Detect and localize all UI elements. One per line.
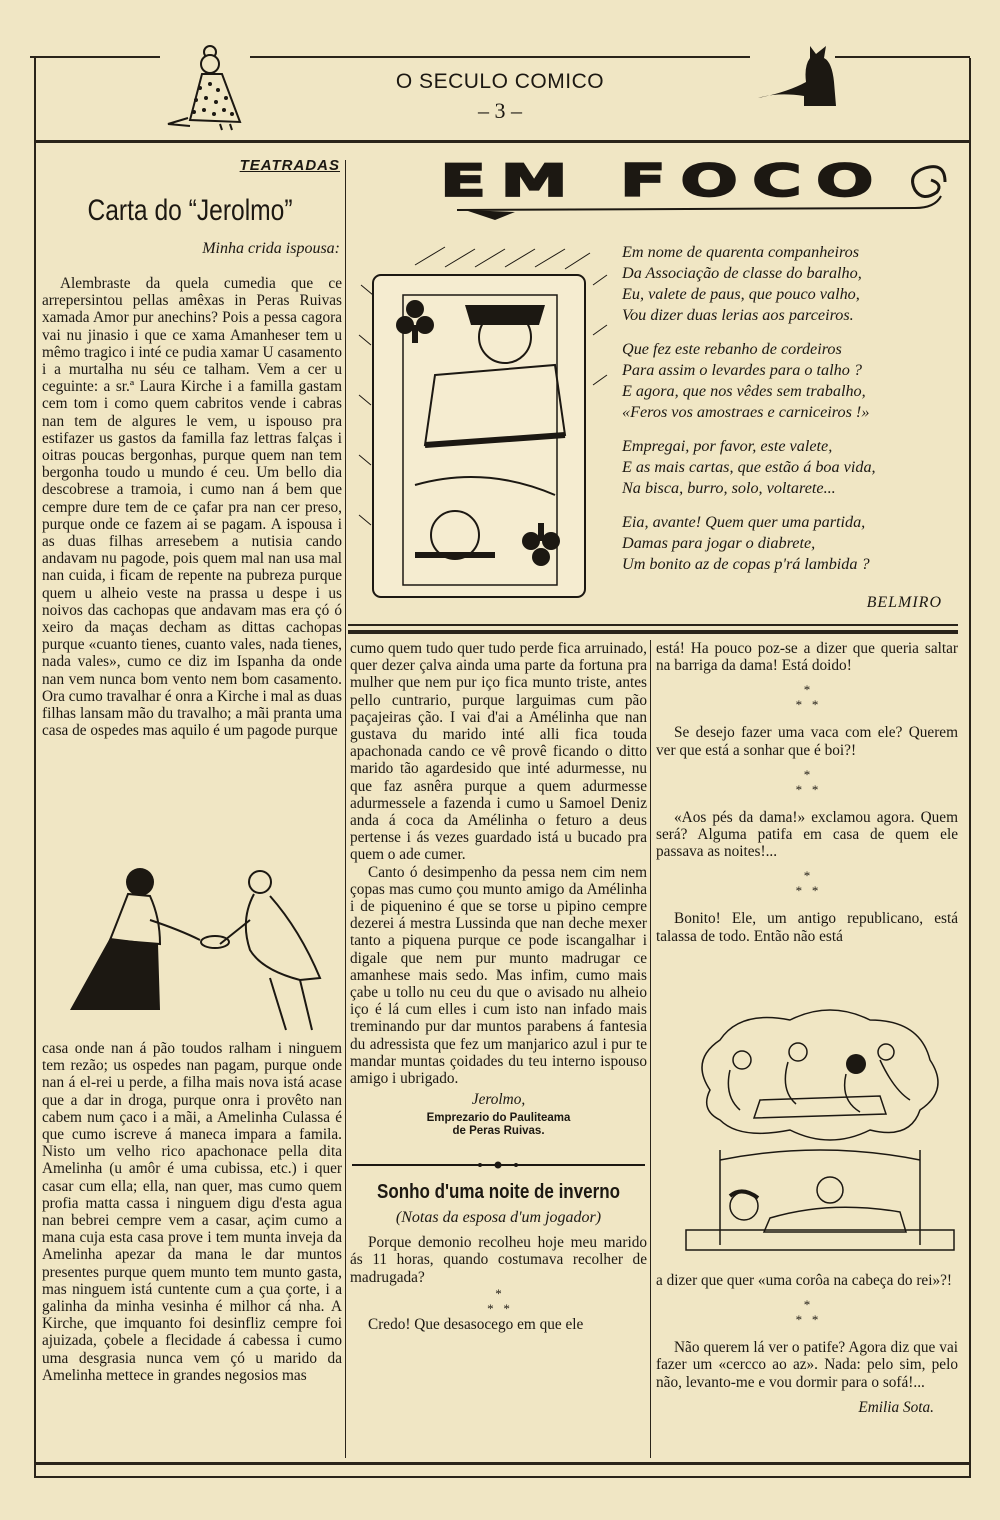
jack-of-clubs-card-illustration bbox=[355, 245, 610, 605]
star-row: * * bbox=[795, 781, 819, 797]
article-column-2 bbox=[350, 640, 647, 1333]
header-rule-mid bbox=[250, 56, 750, 58]
footer-rule-2 bbox=[34, 1476, 969, 1478]
star-top: * bbox=[803, 868, 811, 884]
verse-line: Empregai, por favor, este valete, bbox=[622, 437, 833, 455]
stanza-3 bbox=[622, 436, 967, 499]
asterism bbox=[350, 1286, 647, 1316]
ornamental-rule bbox=[350, 1161, 647, 1169]
verse-line: Em nome de quarenta companheiros bbox=[622, 243, 860, 261]
woman-and-man-illustration bbox=[50, 860, 340, 1040]
signature-title-1: Emprezario do Pauliteama bbox=[426, 1112, 571, 1125]
article-paragraph: cumo quem tudo quer tudo perde fica arruinado, quer dezer çalva ainda uma parte da fortuna pra mulher que nem pur iço fica munto triste, antes pello cuntrario, purque larguimas cum pão paçajeiras ção. I vai d'ai a Amélinha que nan gustava du marido inté alli fica touda apachonada cando ce vê provê ficando o ditto marido tão agardesido que inté adurmesse, nu que faz asnêra purque a quem adurmesse adurmessele a fazenda i cumo u Samoel Deniz anda á coca da Amélinha o feturo a deus pertense i ás vezes guardado istá u bucado pra quem o ade cumer. bbox=[350, 640, 647, 864]
asterism bbox=[656, 767, 958, 797]
star-top: * bbox=[803, 766, 811, 782]
asterism bbox=[656, 868, 958, 898]
star-top: * bbox=[495, 1285, 502, 1301]
poem-author: BELMIRO bbox=[866, 594, 942, 611]
newspaper-title: O SECULO COMICO bbox=[395, 70, 605, 93]
star-top: * bbox=[803, 1297, 811, 1313]
sonho-paragraph: está! Ha pouco poz-se a dizer que queria saltar na barriga da dama! Está doido! bbox=[656, 640, 958, 675]
article-paragraph: Canto ó desimpenho da pessa nem cim nem çopas mas cumo çou munto amigo da Amélinha i de piquenino é que se torse u pipino cempre dezerei á mestra Lussinda que nan deche mexer tanto a piquena purque ce pode iscangalhar i digale que nem pur munto madrugar ce amanhese mais sedo. Mas infim, cumo mais çabe u tollo nu ceu du que o avisado nu alheio iço é lá cum elles i cum isto nan infado mais treminando pur dar muntos parabens á fantesia du adressista que fez um manjarico azul i pur te mandar muntas çoidades du teu interno ispouso amigo i ubrigado. bbox=[350, 863, 647, 1088]
black-cat-illustration bbox=[758, 42, 838, 108]
verse-line: «Feros vos amostraes e carniceiros !» bbox=[622, 403, 870, 421]
article-paragraph: Alembraste da quela cumedia que ce arrepersintou pellas amêxas in Peras Ruivas xamada Amor pur anechins? Pois a pessa cagora vai nu jinasio i que ce xama Amanheser tem u mêmo tragico i inté ce pudia xamar U casamento i a murtalha nu séu ce talham. Vem a cer u ceguinte: a sr.ª Laura Kirche i a familla gastam cem tom i como quem cabritos vende i cabras nan tem de algures le vem, u ispouso pra estifazer us gastos da familla faz lettras falças i oitras poucas bergonhas, purque quem nan tem bergonha toudo u mundo é ceu. Um bello dia descobrese a tramoia, i cumo nan á bem que cempre dure tem de ce çafar pra nan cer preso, purque onde ce fazem ai se pagam. A ispousa i as duas filhas arresebem a nutisia cando andavam nu pagode, pois quem mal nan usa mal nan cuida, i ficam de repente na pubreza purque quem u alheio veste na prassa u despe i us noivos das cachopas que andavam mas era çó ó xeiro da maças decham as dittas cachopas purque «cuanto tienes, cuanto vales, nada tienes, nada vales», cumo ce diz im Ispanha da onde nan vem nunca bom vento nem bom casamento. Ora cumo travalhar é onra a Kirche i mal as duas filhas lansam mão du travalho; a mãi pranta uma casa de ospedes mas aquilo é um pagode purque bbox=[42, 275, 342, 740]
sonho-author: Emilia Sota. bbox=[858, 1398, 934, 1416]
article-column-1-bottom bbox=[42, 1040, 342, 1384]
sonho-paragraph: Bonito! Ele, um antigo republicano, está talassa de todo. Então não está bbox=[656, 910, 958, 945]
sonho-paragraph: Porque demonio recolheu hoje meu marido ás 11 horas, quando costumava recolher de madrugada? bbox=[350, 1234, 647, 1286]
article-column-3-top bbox=[656, 640, 958, 945]
verse-line: Um bonito az de copas p'rá lambida ? bbox=[622, 555, 870, 573]
sleeping-couple-dream-illustration bbox=[680, 1000, 960, 1262]
section-heading: TEATRADAS bbox=[239, 157, 340, 174]
sonho-paragraph: Credo! Que desasocego em que ele bbox=[368, 1315, 584, 1333]
header-rule-right bbox=[835, 56, 970, 58]
asterism bbox=[656, 1297, 958, 1327]
verse-line: E as mais cartas, que estão á boa vida, bbox=[622, 458, 876, 476]
sonho-paragraph: Se desejo fazer uma vaca com ele? Querem ver que está a sonhar que é boi?! bbox=[656, 724, 958, 759]
star-row: * * bbox=[795, 883, 819, 899]
verse-line: Eu, valete de paus, que pouco valho, bbox=[622, 285, 860, 303]
verse-line: Da Associação de classe do baralho, bbox=[622, 264, 862, 282]
asterism bbox=[656, 682, 958, 712]
verse-line: Damas para jogar o diabrete, bbox=[622, 534, 816, 552]
verse-line: Para assim o levardes para o talho ? bbox=[622, 361, 862, 379]
article-column-1-top bbox=[42, 275, 342, 739]
header-rule-left bbox=[30, 56, 160, 58]
verse-line: E agora, que nos vêdes sem trabalho, bbox=[622, 382, 866, 400]
verse-line: Que fez este rebanho de cordeiros bbox=[622, 340, 842, 358]
signature-title-2: de Peras Ruivas. bbox=[452, 1125, 545, 1138]
sonho-paragraph: Não querem lá ver o patife? Agora diz que vai fazer um «cercco ao az». Nada: pelo sim, pelo não, levanto-me e vou dormir para o sofá!... bbox=[656, 1339, 958, 1391]
em-foco-rule-1 bbox=[348, 624, 958, 626]
stanza-4 bbox=[622, 512, 967, 575]
sonho-subtitle: (Notas da esposa d'um jogador) bbox=[395, 1208, 602, 1226]
em-foco-title: EM FOCO bbox=[440, 156, 888, 207]
page-number: – 3 – bbox=[478, 98, 522, 123]
greeting: Minha crida ispousa: bbox=[202, 240, 340, 257]
verse-line: Vou dizer duas lerias aos parceiros. bbox=[622, 306, 854, 324]
article-paragraph: casa onde nan á pão toudos ralham i ninguem tem rezão; us ospedes nan pagam, purque onde nan á el-rei u perde, a filha mais nova istá acase que a dar in droga, purque onra i provêto nan cabem num çaco i a mãi, a Amelinha Culassa é que cumo iscreve á maneca impara a famila. Nisto um velho rico apachonace pella dita Amelinha (u amôr é uma cubissa, etc.) i quer casar cum ella; ella, nan quer, mas cumo quem profia matta cassa i ninguem digu d'esta agua nan bebrei cempre vem a casar, açim cumo a mana cuja esta casa prove i tem munta inveja da Amelinha apezar da mana le dar muntos presentes purque quem munto tem munto gasta, mas ninguem istá cuntente cum a çua çorte, i a galinha da minha vesinha é milhor cá nha. A Kirche, que imquanto foi desinfliz cempre foi ajuizada, çobele a flecidade á cabessa i cumo uma desgrasia nunca vem çó u marido da Amelinha mettece in grandes negosios mas bbox=[42, 1040, 342, 1384]
footer-rule-1 bbox=[34, 1462, 969, 1465]
signature: Jerolmo, bbox=[471, 1091, 526, 1109]
verse-line: Na bisca, burro, solo, voltarete... bbox=[622, 479, 836, 497]
header-bottom-rule bbox=[34, 140, 969, 143]
star-top: * bbox=[803, 682, 811, 698]
stanza-2 bbox=[622, 339, 967, 423]
article-title: Carta do “Jerolmo” bbox=[87, 194, 293, 227]
verse-line: Eia, avante! Quem quer uma partida, bbox=[622, 513, 866, 531]
stanza-1 bbox=[622, 242, 967, 326]
star-row: * * bbox=[795, 697, 819, 713]
girl-figure-illustration bbox=[160, 40, 250, 132]
title-flourish bbox=[455, 160, 950, 220]
article-column-3-bottom bbox=[656, 1272, 958, 1416]
sonho-paragraph: a dizer que quer «uma corôa na cabeça do rei»?! bbox=[656, 1272, 952, 1289]
sonho-title: Sonho d'uma noite de inverno bbox=[376, 1180, 620, 1203]
em-foco-rule-2 bbox=[348, 630, 958, 634]
divider-col3 bbox=[650, 640, 651, 1458]
sonnet bbox=[622, 242, 967, 588]
star-row: * * bbox=[795, 1312, 819, 1328]
divider-col1 bbox=[345, 160, 346, 1458]
sonho-paragraph: «Aos pés da dama!» exclamou agora. Quem será? Alguma patifa em casa de quem ele passava as noites!... bbox=[656, 808, 958, 861]
star-row: * * bbox=[487, 1300, 510, 1316]
